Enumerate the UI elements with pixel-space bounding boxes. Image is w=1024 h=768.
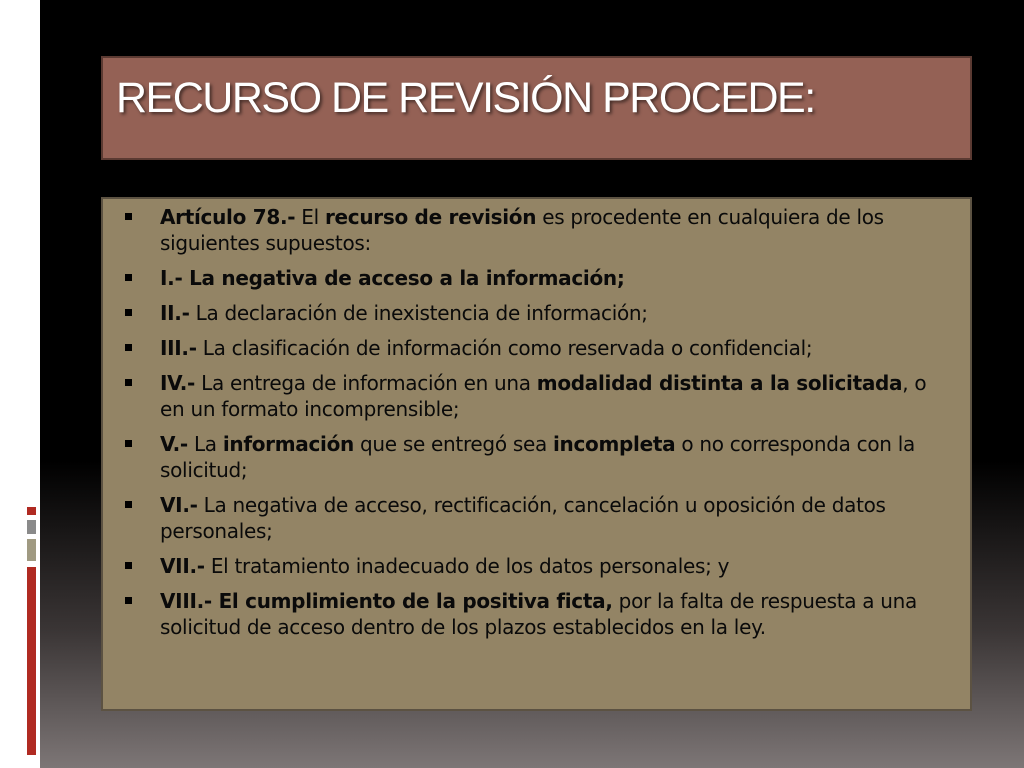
decorative-bar-red-small [27,507,36,515]
bullet-run: , o en un formato incomprensible; [160,371,927,421]
bullet-run: recurso de revisión [324,205,537,229]
bullet-item [120,370,955,422]
square-bullet-icon [125,309,132,316]
square-bullet-icon [125,344,132,351]
bullet-run: III.- [160,336,197,360]
square-bullet-icon [125,274,132,281]
slide-content-box [101,197,972,711]
bullet-run: La clasificación de información como reservada o confidencial; [196,336,813,360]
bullet-run: La [187,432,223,456]
bullet-run: o no corresponda con la solicitud; [160,432,915,482]
bullet-run: I.- La negativa de acceso a la información; [160,266,625,290]
bullet-item [120,492,955,544]
bullet-item [120,265,955,291]
bullet-item [120,300,955,326]
bullet-run: información [222,432,354,456]
decorative-bar-red-long [27,567,36,755]
bullet-run: VI.- [160,493,198,517]
bullet-run: La entrega de información en una [195,371,537,395]
bullet-run: incompleta [552,432,676,456]
bullet-run: II.- [160,301,190,325]
bullet-run: VIII.- El cumplimiento de la positiva ficta, [160,589,613,613]
bullet-item [120,431,955,483]
bullet-item [120,553,955,579]
bullet-run: La negativa de acceso, rectificación, cancelación u oposición de datos personales; [160,493,886,543]
bullet-run: VII.- [160,554,205,578]
square-bullet-icon [125,213,132,220]
bullet-run: El [295,205,325,229]
slide-title-box [101,56,972,160]
square-bullet-icon [125,562,132,569]
bullet-run: por la falta de respuesta a una solicitud de acceso dentro de los plazos establecidos en la ley. [160,589,918,639]
square-bullet-icon [125,597,132,604]
bullet-run: La declaración de inexistencia de información; [189,301,648,325]
bullet-run: IV.- [160,371,196,395]
decorative-bar-gray [27,520,36,534]
bullet-list [120,204,955,649]
square-bullet-icon [125,379,132,386]
slide-title: RECURSO DE REVISIÓN PROCEDE: [116,74,815,122]
square-bullet-icon [125,440,132,447]
bullet-item [120,335,955,361]
bullet-item [120,588,955,640]
square-bullet-icon [125,501,132,508]
bullet-run: es procedente en cualquiera de los siguientes supuestos: [160,205,884,255]
bullet-run: V.- [160,432,188,456]
bullet-run: modalidad distinta a la solicitada [536,371,903,395]
bullet-item [120,204,955,256]
bullet-run: Artículo 78.- [160,205,296,229]
bullet-run: El tratamiento inadecuado de los datos personales; y [204,554,730,578]
bullet-run: que se entregó sea [353,432,553,456]
decorative-bar-tan [27,539,36,561]
